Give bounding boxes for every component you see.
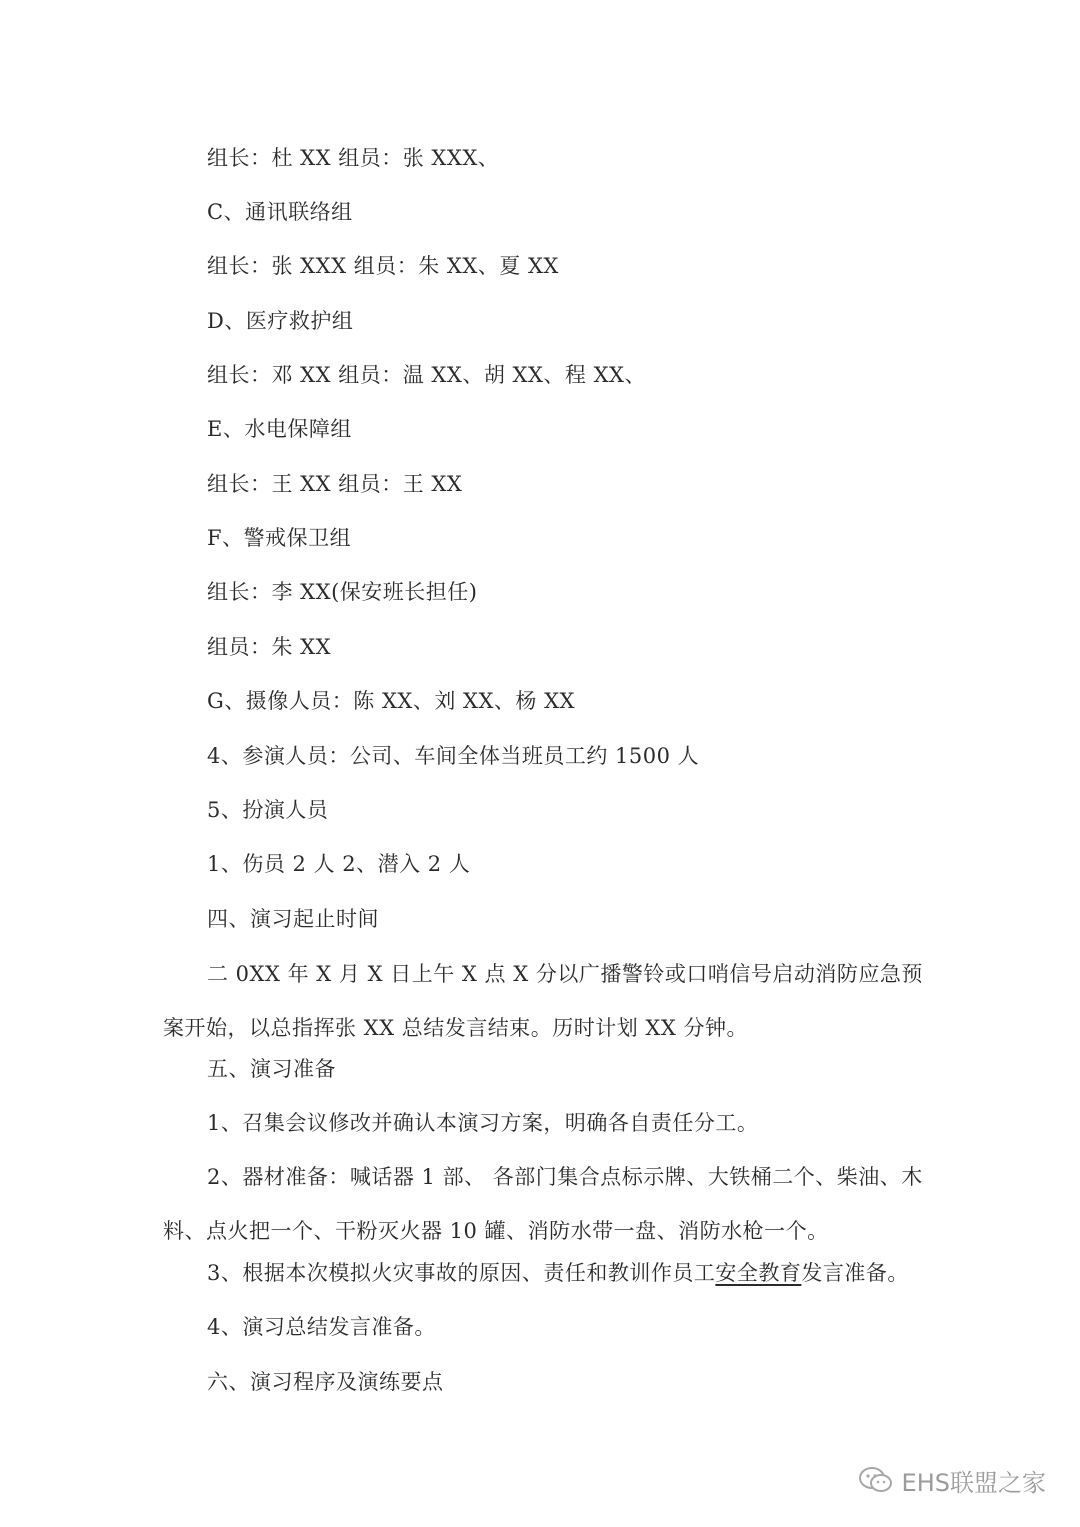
paragraph-prep-1: 1、召集会议修改并确认本演习方案，明确各自责任分工。 — [207, 1111, 759, 1135]
watermark — [858, 1462, 1046, 1498]
text-line: 组员：朱 XX — [207, 635, 332, 659]
paragraph-prep-3 — [163, 1246, 923, 1300]
text-line: E、水电保障组 — [207, 417, 352, 441]
text-line: G、摄像人员：陈 XX、刘 XX、杨 XX — [207, 689, 576, 713]
paragraph-prep-2: 2、器材准备：喊话器 1 部、 各部门集合点标示牌、大铁桶二个、柴油、木料、点火把一个、干粉灭火器 10 罐、消防水带一盘、消防水枪一个。 — [163, 1165, 923, 1243]
section-heading: 四、演习起止时间 — [207, 907, 379, 931]
section-heading: 五、演习准备 — [207, 1057, 336, 1081]
text-line: 4、参演人员：公司、车间全体当班员工约 1500 人 — [207, 744, 700, 768]
text-line: C、通讯联络组 — [207, 200, 353, 224]
text-line: 组长：杜 XX 组员：张 XXX、 — [207, 146, 500, 170]
text-line: D、医疗救护组 — [207, 309, 354, 333]
prep-3-text-end: 发言准备。 — [801, 1261, 909, 1285]
text-line: 1、伤员 2 人 2、潜入 2 人 — [207, 852, 471, 876]
text-line: F、警戒保卫组 — [207, 526, 352, 550]
wechat-icon — [858, 1466, 894, 1494]
paragraph-prep-4: 4、演习总结发言准备。 — [207, 1315, 436, 1339]
text-line: 5、扮演人员 — [207, 798, 329, 822]
safety-education-link[interactable]: 安全教育 — [715, 1261, 802, 1285]
paragraph-time: 二 0XX 年 X 月 X 日上午 X 点 X 分以广播警铃或口哨信号启动消防应急预案开始，以总指挥张 XX 总结发言结束。历时计划 XX 分钟。 — [163, 962, 923, 1040]
text-line: 组长：张 XXX 组员：朱 XX、夏 XX — [207, 254, 559, 278]
watermark-text: EHS联盟之家 — [901, 1468, 1046, 1497]
prep-3-text: 3、根据本次模拟火灾事故的原因、责任和教训作员工 — [207, 1261, 716, 1285]
text-line: 组长：王 XX 组员：王 XX — [207, 472, 463, 496]
text-line: 组长：邓 XX 组员：温 XX、胡 XX、程 XX、 — [207, 363, 646, 387]
section-heading: 六、演习程序及演练要点 — [207, 1370, 444, 1394]
text-line: 组长：李 XX(保安班长担任) — [207, 580, 478, 604]
